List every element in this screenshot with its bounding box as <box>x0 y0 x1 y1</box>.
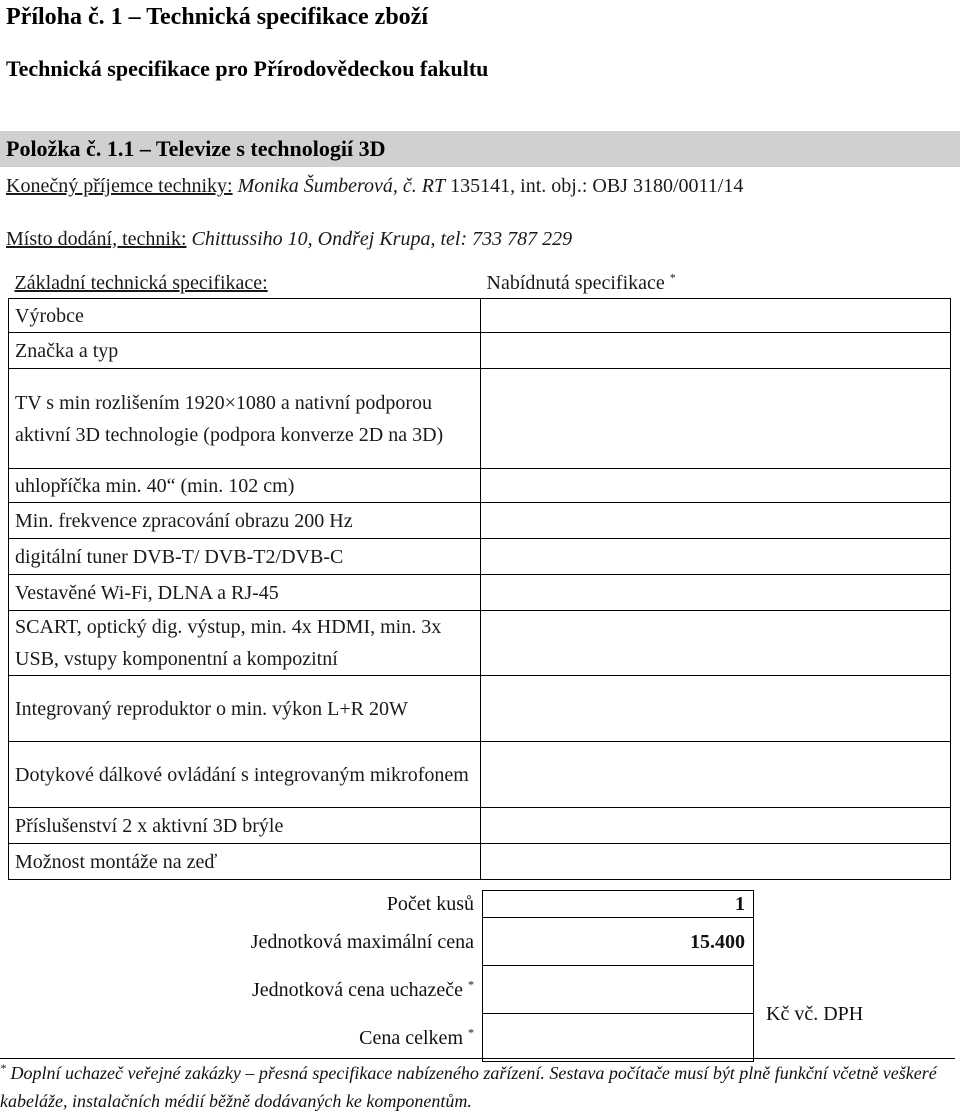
total-label-text: Cena celkem <box>359 1026 463 1049</box>
recipient-name: Monika Šumberová, č. RT <box>237 175 446 197</box>
delivery-label: Místo dodání, technik: <box>6 228 187 250</box>
summary-table <box>8 890 863 1062</box>
total-value[interactable] <box>483 1014 754 1062</box>
page-subtitle: Technická specifikace pro Přírodovědeckou fakultu <box>6 56 489 81</box>
offered-spec-cell[interactable] <box>481 299 951 333</box>
max-price-label: Jednotková maximální cena <box>250 930 474 953</box>
offered-spec-cell[interactable] <box>481 575 951 611</box>
offered-spec-cell[interactable] <box>481 844 951 880</box>
currency-note: Kč vč. DPH <box>766 1002 864 1025</box>
total-mark: * <box>468 1024 474 1039</box>
spec-row <box>9 299 951 333</box>
summary-row-bidder-price <box>8 966 863 1014</box>
offered-spec-cell[interactable] <box>481 742 951 808</box>
spec-requirement: Dotykové dálkové ovládání s integrovaným mikrofonem <box>9 742 481 808</box>
spec-requirement: SCART, optický dig. výstup, min. 4x HDMI, min. 3x USB, vstupy komponentní a kompozitní <box>9 611 481 676</box>
recipient-line <box>6 173 743 199</box>
spec-row <box>9 742 951 808</box>
offered-spec-cell[interactable] <box>481 333 951 369</box>
delivery-line <box>6 226 572 252</box>
footnote-mark: * <box>0 1061 6 1075</box>
spec-row <box>9 611 951 676</box>
delivery-value: Chittussiho 10, Ondřej Krupa, tel: 733 787 229 <box>191 228 573 250</box>
offered-spec-cell[interactable] <box>481 808 951 844</box>
spec-requirement: Vestavěné Wi-Fi, DLNA a RJ-45 <box>9 575 481 611</box>
spec-row <box>9 575 951 611</box>
spec-row <box>9 539 951 575</box>
spec-requirement: Výrobce <box>9 299 481 333</box>
offered-spec-cell[interactable] <box>481 369 951 469</box>
spec-requirement: TV s min rozlišením 1920×1080 a nativní podporou aktivní 3D technologie (podpora konverze 2D na 3D) <box>9 369 481 469</box>
spec-row <box>9 333 951 369</box>
right-header-text: Nabídnutá specifikace <box>486 272 665 294</box>
bidder-price-mark: * <box>468 976 474 991</box>
spec-row <box>9 503 951 539</box>
count-value: 1 <box>483 891 754 918</box>
footnote <box>0 1058 955 1115</box>
spec-requirement: digitální tuner DVB-T/ DVB-T2/DVB-C <box>9 539 481 575</box>
spec-requirement: Příslušenství 2 x aktivní 3D brýle <box>9 808 481 844</box>
item-heading: Položka č. 1.1 – Televize s technologií 3D <box>6 136 386 161</box>
left-header-text: Základní technická specifikace: <box>14 272 268 294</box>
bidder-price-label <box>8 966 483 1014</box>
spec-requirement: uhlopříčka min. 40“ (min. 102 cm) <box>9 469 481 503</box>
left-header <box>9 268 481 299</box>
spec-requirement: Značka a typ <box>9 333 481 369</box>
spec-requirement: Integrovaný reproduktor o min. výkon L+R 20W <box>9 676 481 742</box>
offered-spec-cell[interactable] <box>481 469 951 503</box>
bidder-price-value[interactable] <box>483 966 754 1014</box>
summary-row-total <box>8 1014 863 1062</box>
page-title: Příloha č. 1 – Technická specifikace zboží <box>6 4 428 30</box>
right-header-mark: * <box>669 270 676 285</box>
offered-spec-cell[interactable] <box>481 611 951 676</box>
spec-row <box>9 844 951 880</box>
offered-spec-cell[interactable] <box>481 539 951 575</box>
offered-spec-cell[interactable] <box>481 503 951 539</box>
bidder-price-label-text: Jednotková cena uchazeče <box>252 978 463 1001</box>
right-header <box>481 268 951 299</box>
spec-row <box>9 808 951 844</box>
footnote-text: Doplní uchazeč veřejné zakázky – přesná specifikace nabízeného zařízení. Sestava počítače musí být plně funkční včetně veškeré kabeláže, instalačních médií běžně dodávaných ke komponentům. <box>0 1063 937 1111</box>
item-heading-bar <box>0 131 960 167</box>
max-price-value: 15.400 <box>483 918 754 966</box>
spec-requirement: Možnost montáže na zeď <box>9 844 481 880</box>
recipient-order: 135141, int. obj.: OBJ 3180/0011/14 <box>450 175 744 197</box>
offered-spec-cell[interactable] <box>481 676 951 742</box>
spec-table-header <box>9 268 951 299</box>
total-label <box>8 1014 483 1062</box>
summary-row-max-price <box>8 918 863 966</box>
spec-row <box>9 469 951 503</box>
recipient-label: Konečný příjemce techniky: <box>6 175 233 197</box>
spec-table <box>8 268 951 880</box>
summary-row-count <box>8 891 863 918</box>
count-label: Počet kusů <box>386 893 474 915</box>
spec-requirement: Min. frekvence zpracování obrazu 200 Hz <box>9 503 481 539</box>
spec-row <box>9 676 951 742</box>
spec-row <box>9 369 951 469</box>
